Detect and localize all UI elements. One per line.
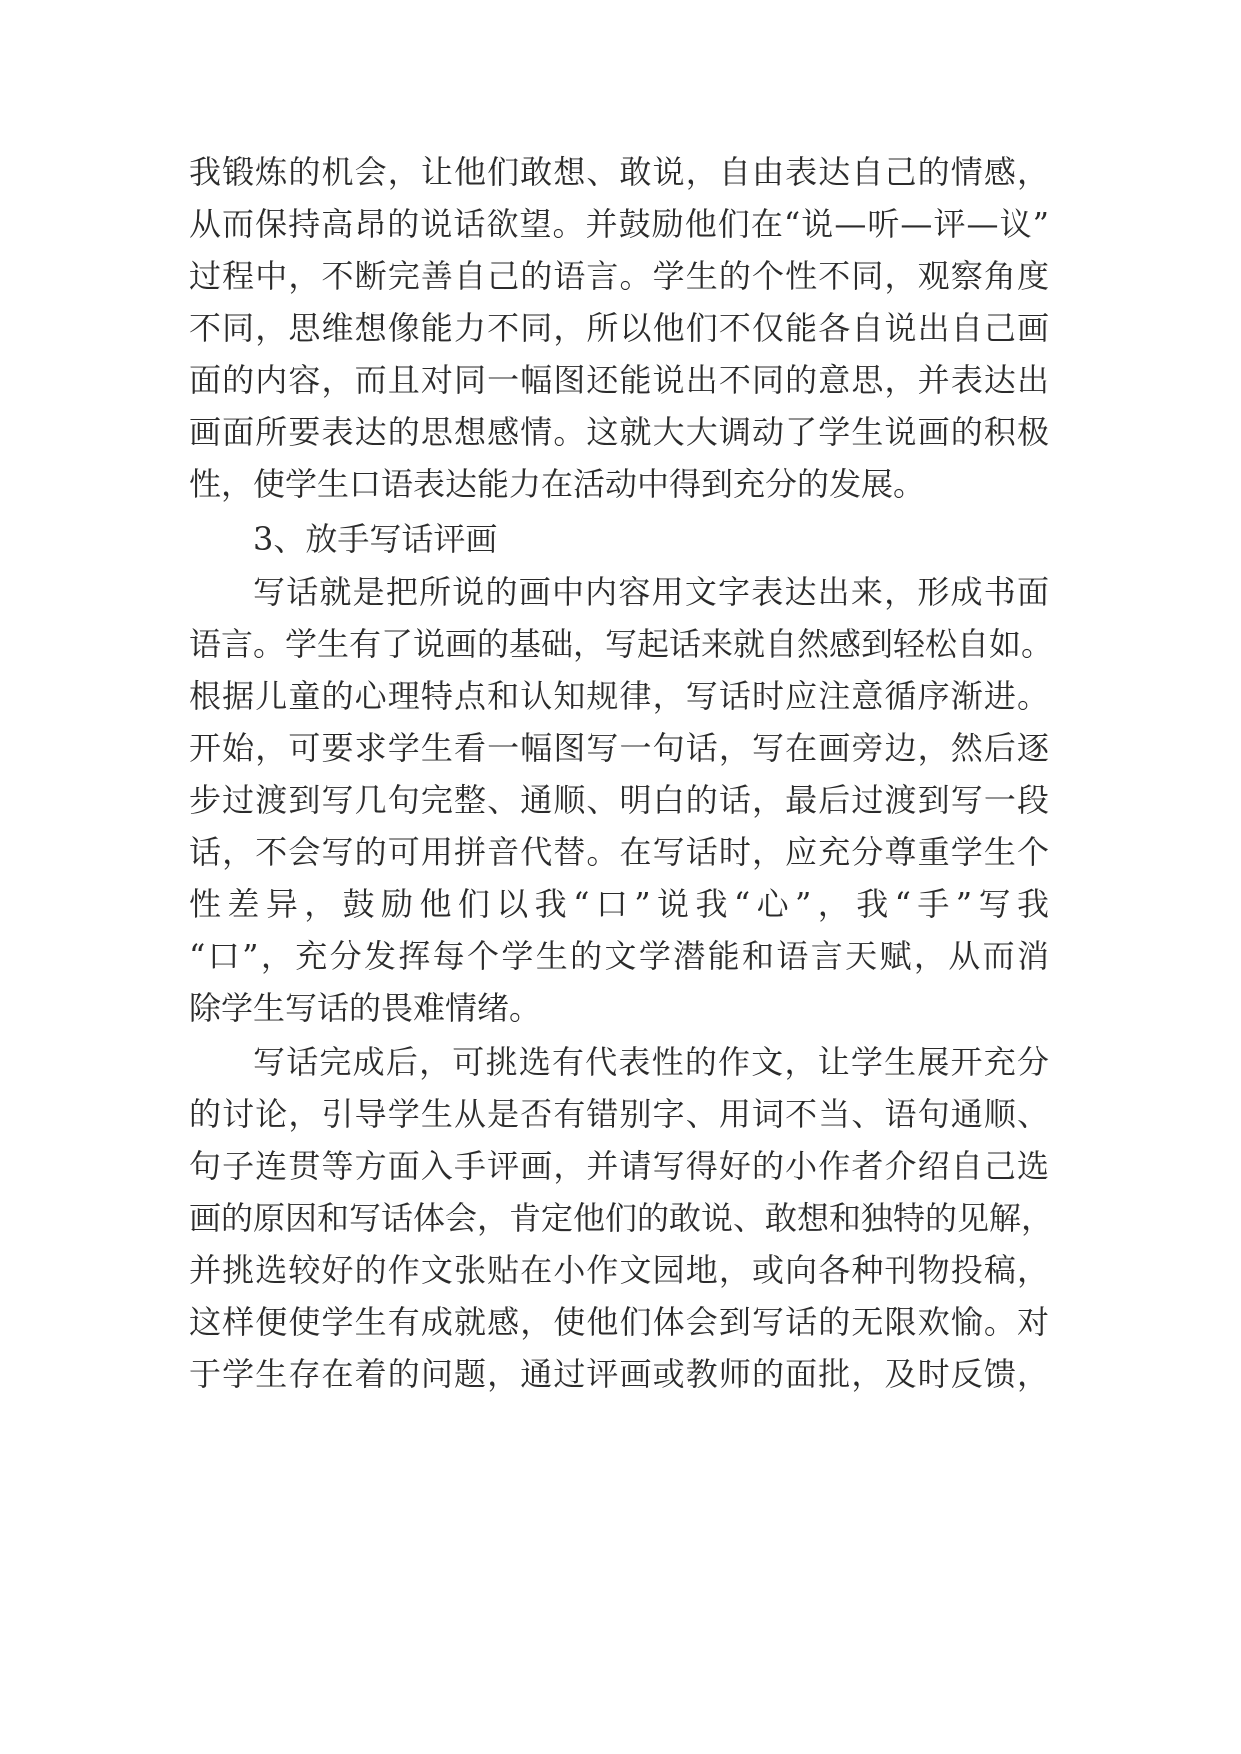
text-line: 性，使学生口语表达能力在活动中得到充分的发展。 <box>189 465 926 503</box>
text-line: 步过渡到写几句完整、通顺、明白的话，最后过渡到写一段 <box>189 781 1049 819</box>
text-line: 画的原因和写话体会，肯定他们的敢说、敢想和独特的见解， <box>189 1199 1054 1237</box>
text-line: 不同，思维想像能力不同，所以他们不仅能各自说出自己画 <box>189 309 1049 347</box>
text-line: 写话就是把所说的画中内容用文字表达出来，形成书面 <box>253 573 1049 611</box>
text-line: 话，不会写的可用拼音代替。在写话时，应充分尊重学生个 <box>189 833 1049 871</box>
text-line: 的讨论，引导学生从是否有错别字、用词不当、语句通顺、 <box>189 1095 1049 1133</box>
text-line: 性差异，鼓励他们以我“口”说我“心”，我“手”写我 <box>189 885 1049 923</box>
text-line: 过程中，不断完善自己的语言。学生的个性不同，观察角度 <box>189 257 1049 295</box>
text-line: “口”，充分发挥每个学生的文学潜能和语言天赋，从而消 <box>189 937 1049 975</box>
text-line: 句子连贯等方面入手评画，并请写得好的小作者介绍自己选 <box>189 1147 1049 1185</box>
text-line: 并挑选较好的作文张贴在小作文园地，或向各种刊物投稿， <box>189 1251 1049 1289</box>
text-line: 于学生存在着的问题，通过评画或教师的面批，及时反馈， <box>189 1355 1049 1393</box>
section-heading: 3、放手写话评画 <box>253 520 498 558</box>
text-line: 根据儿童的心理特点和认知规律，写话时应注意循序渐进。 <box>189 677 1049 715</box>
text-line: 语言。学生有了说画的基础，写起话来就自然感到轻松自如。 <box>189 625 1054 663</box>
text-line: 写话完成后，可挑选有代表性的作文，让学生展开充分 <box>253 1043 1049 1081</box>
text-line: 开始，可要求学生看一幅图写一句话，写在画旁边，然后逐 <box>189 729 1049 767</box>
text-line: 从而保持高昂的说话欲望。并鼓励他们在“说—听—评—议” <box>189 205 1049 243</box>
text-line: 这样便使学生有成就感，使他们体会到写话的无限欢愉。对 <box>189 1303 1049 1341</box>
text-line: 画面所要表达的思想感情。这就大大调动了学生说画的积极 <box>189 413 1049 451</box>
text-line: 面的内容，而且对同一幅图还能说出不同的意思，并表达出 <box>189 361 1049 399</box>
text-line: 我锻炼的机会，让他们敢想、敢说，自由表达自己的情感， <box>189 153 1049 191</box>
text-line: 除学生写话的畏难情绪。 <box>189 989 542 1027</box>
